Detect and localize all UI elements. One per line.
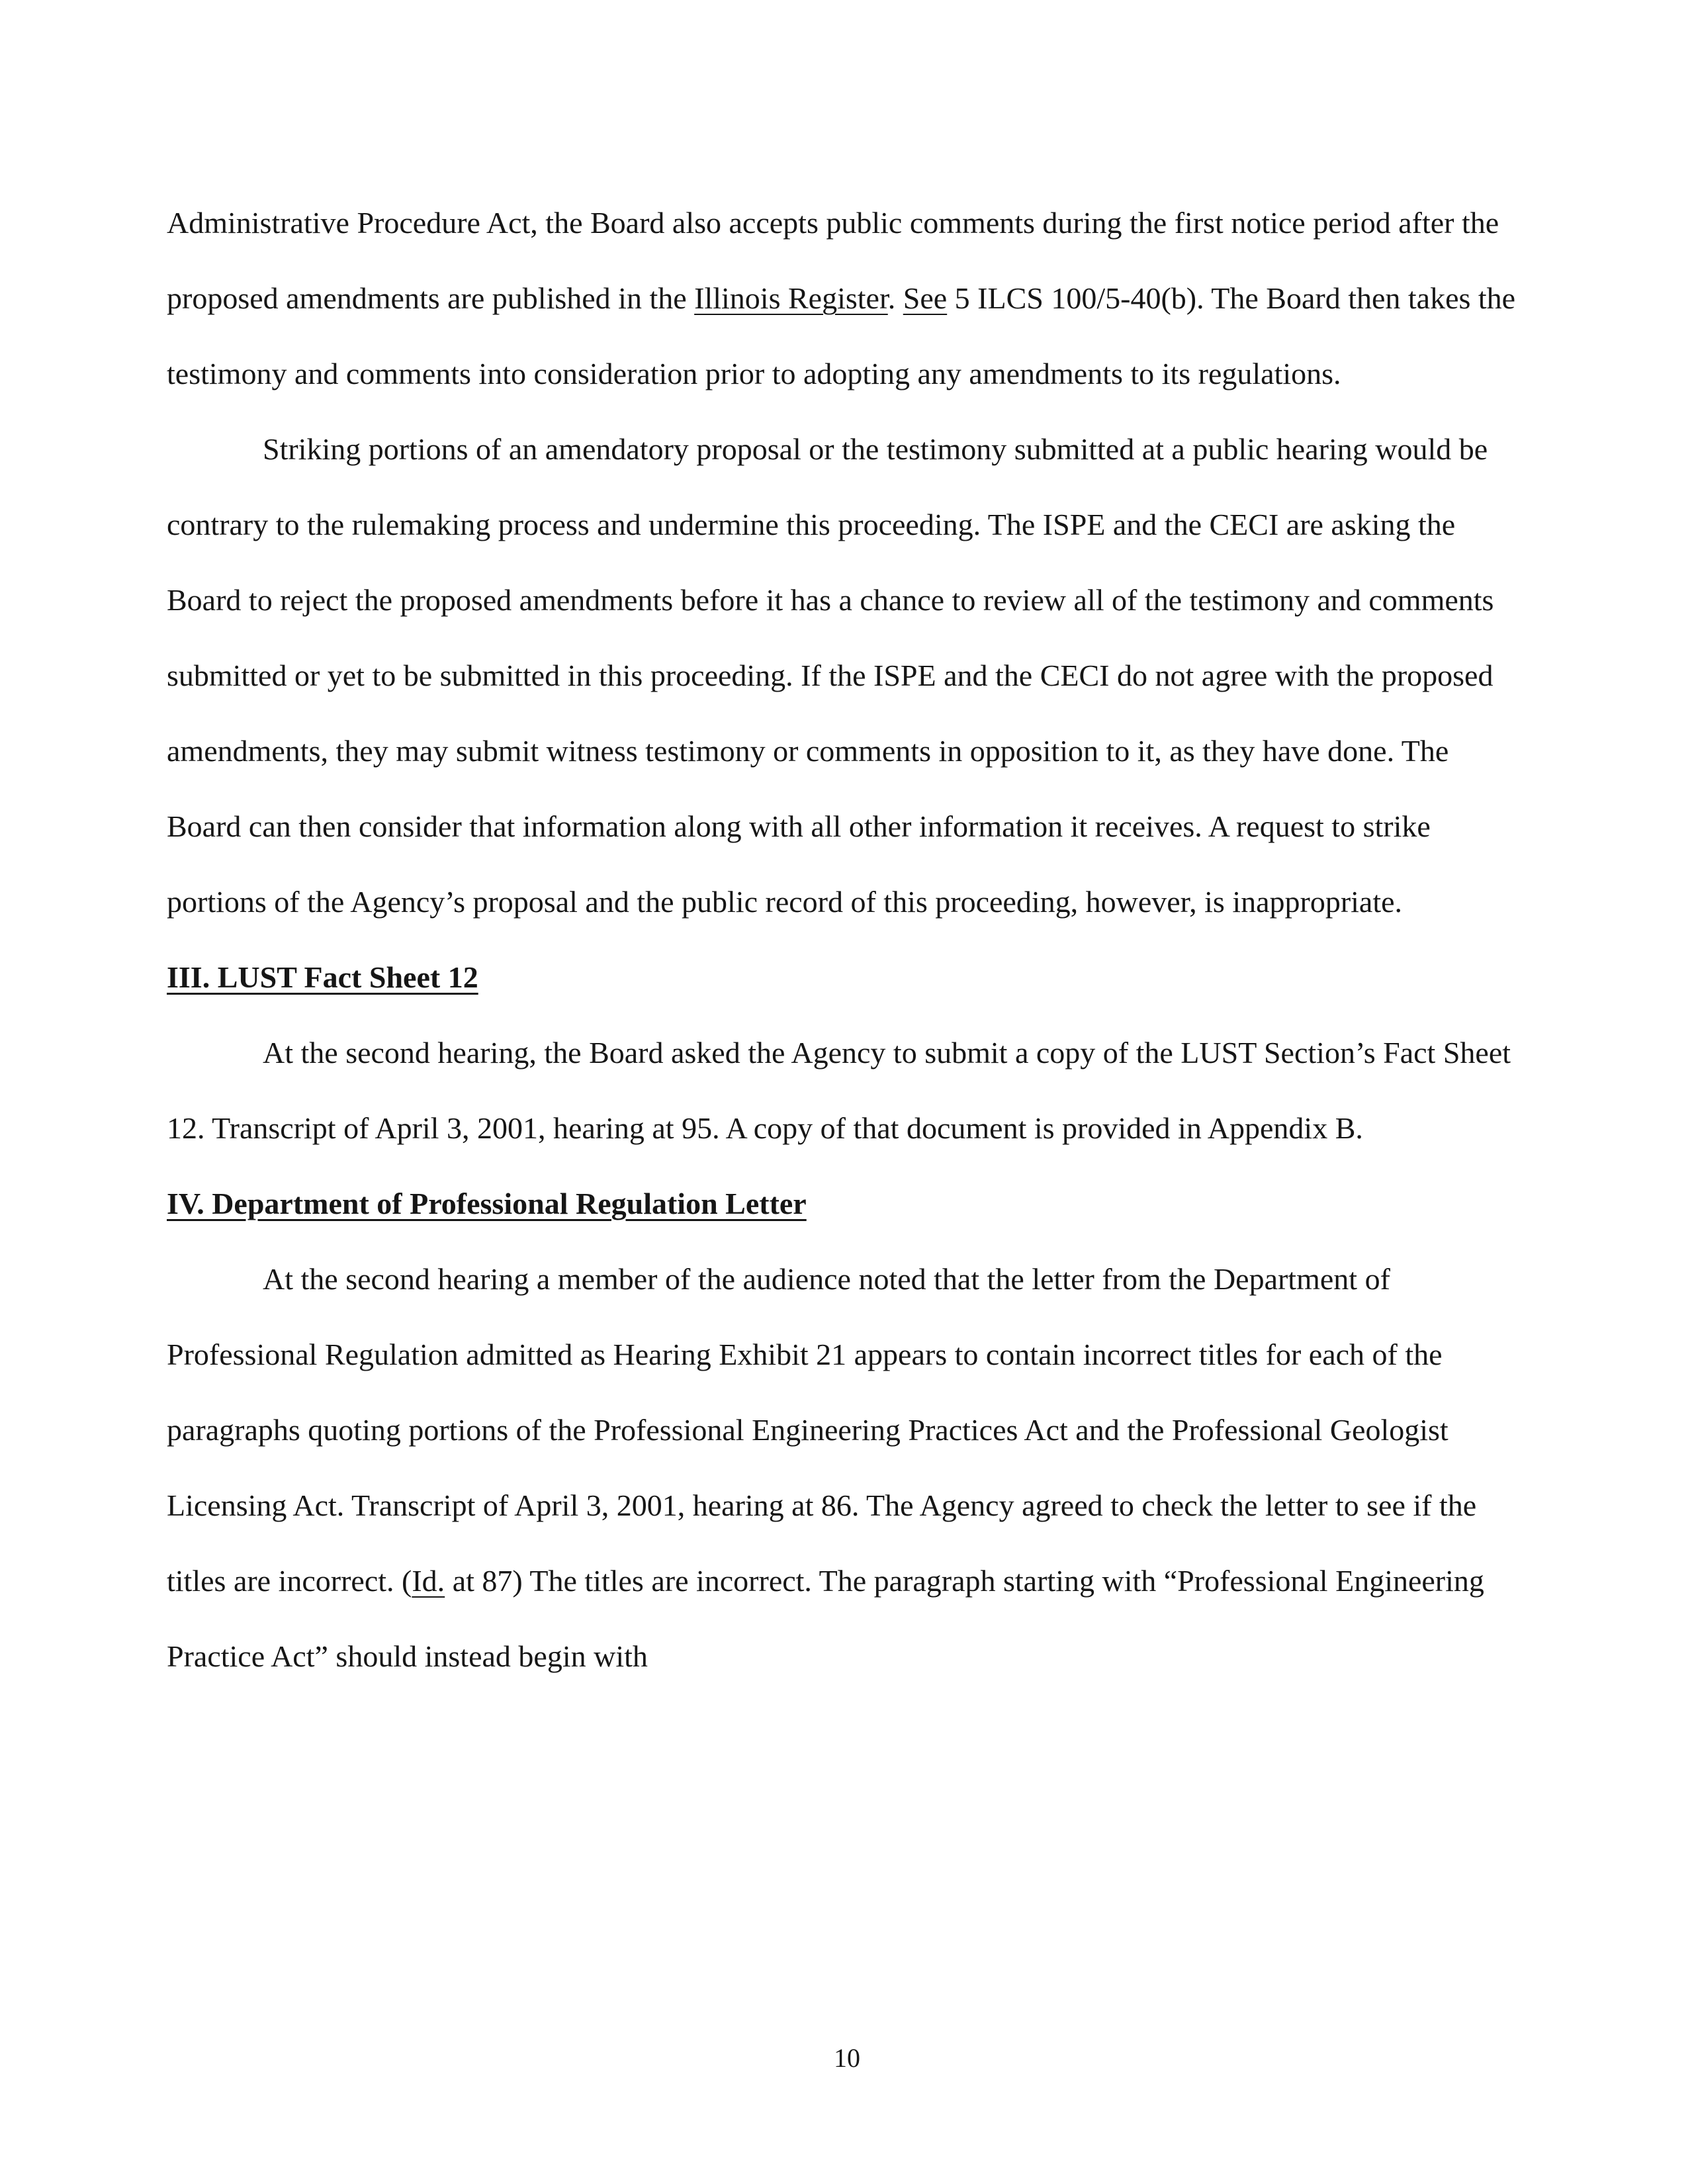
paragraph-board-comments (167, 185, 1517, 412)
paragraph-text: . (887, 281, 903, 315)
paragraph-text: At the second hearing a member of the audience noted that the letter from the Department of Professional Regulation admitted as Hearing Exhibit 21 appears to contain incorrect titles for each of the paragraphs quoting portions of the Professional Engineering Practices Act and the Professional Geologist Licensing Act. Transcript of April 3, 2001, hearing at 86. The Agency agreed to check the letter to see if the titles are incorrect. ( (167, 1262, 1477, 1598)
illinois-register-citation: Illinois Register (694, 281, 888, 315)
section-heading-lust-fact-sheet (167, 940, 1517, 1015)
page-number: 10 (834, 2043, 860, 2073)
paragraph-regulation-letter (167, 1242, 1517, 1694)
paragraph-text: 5 ILCS 100/5-40(b). The Board then takes the testimony and comments into consideration prior to adopting any amendments to its regulations. (167, 281, 1516, 390)
paragraph-striking-portions: Striking portions of an amendatory proposal or the testimony submitted at a public hearing would be contrary to the rulemaking process and undermine this proceeding. The ISPE and the CECI are asking the Board to reject the proposed amendments before it has a chance to review all of the testimony and comments submitted or yet to be submitted in this proceeding. If the ISPE and the CECI do not agree with the proposed amendments, they may submit witness testimony or comments in opposition to it, as they have done. The Board can then consider that information along with all other information it receives. A request to strike portions of the Agency’s proposal and the public record of this proceeding, however, is inappropriate. (167, 432, 1494, 919)
section-heading-professional-regulation (167, 1166, 1517, 1242)
paragraph-text: at 87) The titles are incorrect. The paragraph starting with “Professional Engineering Practice Act” should instead begin with (167, 1564, 1484, 1673)
body-text (167, 185, 1517, 1694)
id-citation: Id. (412, 1564, 445, 1598)
heading-text: IV. Department of Professional Regulation Letter (167, 1187, 807, 1220)
see-signal: See (903, 281, 948, 315)
paragraph-fact-sheet: At the second hearing, the Board asked the Agency to submit a copy of the LUST Section’s Fact Sheet 12. Transcript of April 3, 2001, hearing at 95. A copy of that document is provided in Appendix B. (167, 1036, 1511, 1145)
paragraph-text: Administrative Procedure Act, the Board also accepts public comments during the first notice period after the proposed amendments are published in the (167, 206, 1499, 315)
heading-text: III. LUST Fact Sheet 12 (167, 960, 478, 994)
